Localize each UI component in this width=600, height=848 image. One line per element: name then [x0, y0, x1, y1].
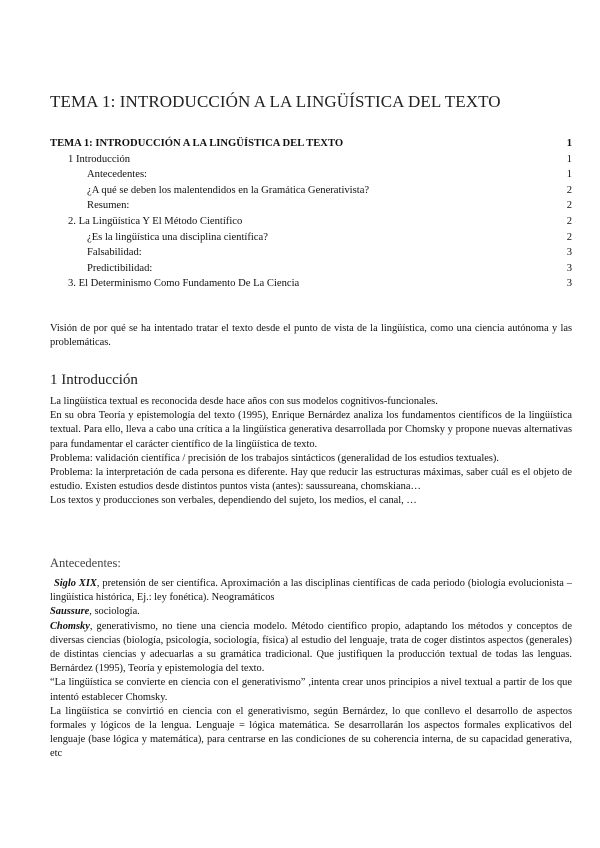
toc-entry-page-number: 3	[566, 247, 572, 259]
toc-entry-page-number: 2	[566, 215, 572, 227]
term-siglo-xix: Siglo XIX	[54, 578, 97, 589]
toc-entry[interactable]	[50, 167, 572, 183]
chomsky-text: , generativismo, no tiene una ciencia modelo. Método científico propio, adaptando los métodos y conceptos de diversas ciencias (biología, psicología, sociología, física) al estudio del lenguaje, trata de coger distintos aspectos (generales) de distintas ciencias y adecuarlas a su gramática tradicional. Que justifiquen la producción textual de todas las lenguas. Bernárdez (1995), Teoría y epistemología del texto.	[50, 620, 572, 675]
toc-entry[interactable]	[50, 136, 572, 152]
toc-entry-label: 2. La Lingüística Y El Método Científico	[68, 215, 243, 227]
toc-entry[interactable]	[50, 214, 572, 230]
toc-entry-label: 1 Introducción	[68, 153, 131, 165]
table-of-contents	[50, 136, 572, 292]
term-saussure: Saussure	[50, 606, 90, 618]
paragraph: La lingüística textual es reconocida desde hace años con sus modelos cognitivos-funcionales.	[50, 396, 438, 407]
paragraph-saussure	[50, 605, 572, 619]
paragraph: Los textos y producciones son verbales, dependiendo del sujeto, los medios, el canal, …	[50, 495, 417, 507]
paragraph: Problema: validación científica / precisión de los trabajos sintácticos (generalidad de los estudios textuales).	[50, 452, 499, 464]
toc-entry-page-number: 1	[566, 138, 572, 149]
toc-entry-label: 3. El Determinismo Como Fundamento De La Ciencia	[68, 278, 300, 290]
subsection-heading-antecedentes: Antecedentes:	[50, 556, 121, 570]
toc-entry-page-number: 3	[566, 262, 572, 274]
paragraph-chomsky	[50, 620, 572, 677]
toc-entry[interactable]	[50, 261, 572, 277]
toc-entry-label: TEMA 1: INTRODUCCIÓN A LA LINGÜÍSTICA DEL TEXTO	[50, 138, 344, 149]
antecedentes-body	[50, 577, 572, 762]
document-title: TEMA 1: INTRODUCCIÓN A LA LINGÜÍSTICA DEL TEXTO	[50, 92, 501, 111]
intro-paragraph	[50, 322, 572, 350]
toc-entry-label: ¿Es la lingüística una disciplina científica?	[87, 231, 268, 243]
paragraph-siglo-xix	[50, 577, 572, 605]
toc-entry-label: ¿A qué se deben los malentendidos en la Gramática Generativista?	[87, 184, 370, 196]
toc-entry-page-number: 3	[566, 278, 572, 290]
toc-entry[interactable]	[50, 245, 572, 261]
toc-entry[interactable]	[50, 230, 572, 246]
toc-entry-page-number: 1	[566, 169, 572, 181]
toc-entry-label: Resumen:	[87, 200, 130, 212]
saussure-text: , sociología.	[89, 606, 140, 618]
section-heading-introduccion: 1 Introducción	[50, 372, 138, 388]
toc-entry-page-number: 1	[566, 153, 572, 165]
toc-entry-page-number: 2	[566, 231, 572, 243]
intro-text: Visión de por qué se ha intentado tratar el texto desde el punto de vista de la lingüística, como una ciencia autónoma y las problemáticas.	[50, 323, 572, 349]
siglo-xix-text: , pretensión de ser científica. Aproximación a las disciplinas científicas de cada periodo (biología evolucionista – lingüística histórica, Ej.: ley fonética). Neogramáticos	[50, 578, 572, 604]
paragraph-quote: “La lingüística se convierte en ciencia con el generativismo” ,intenta crear unos principios a nivel textual a partir de los que intentó establecer Chomsky.	[50, 677, 572, 703]
toc-entry-page-number: 2	[566, 184, 572, 196]
paragraph: Problema: la interpretación de cada persona es diferente. Hay que reducir las estructuras máximas, saber cuál es el objeto de estudio. Existen estudios desde distintos puntos vista (antes): saussureana, chomskiana…	[50, 467, 572, 493]
paragraph-closing: La lingüística se convirtió en ciencia con el generativismo, según Bernárdez, lo que conllevo el desarrollo de aspectos formales y lógicos de la lengua. Lenguaje = lógica matemática. Se desarrollarán los aspectos formales explicativos del lenguaje (base lógica y matemática), para centrarse en las condiciones de su coherencia interna, de su capacidad generativa, etc	[50, 705, 572, 760]
term-chomsky: Chomsky	[50, 620, 90, 632]
toc-entry-page-number: 2	[566, 200, 572, 212]
toc-entry-label: Predictibilidad:	[87, 262, 153, 274]
toc-entry[interactable]	[50, 198, 572, 214]
toc-entry-label: Falsabilidad:	[87, 247, 142, 259]
paragraph: En su obra Teoría y epistemología del texto (1995), Enrique Bernárdez analiza los fundamentos científicos de la lingüística textual. Para ello, lleva a cabo una crítica a la lingüística generativa desarrollada por Chomsky y propone nuevas alternativas para fundamentar el carácter científico de la lingüística de texto.	[50, 410, 572, 450]
section-introduccion-body	[50, 395, 572, 509]
toc-entry[interactable]	[50, 183, 572, 199]
toc-entry[interactable]	[50, 152, 572, 168]
toc-entry[interactable]	[50, 276, 572, 292]
toc-entry-label: Antecedentes:	[87, 169, 148, 181]
